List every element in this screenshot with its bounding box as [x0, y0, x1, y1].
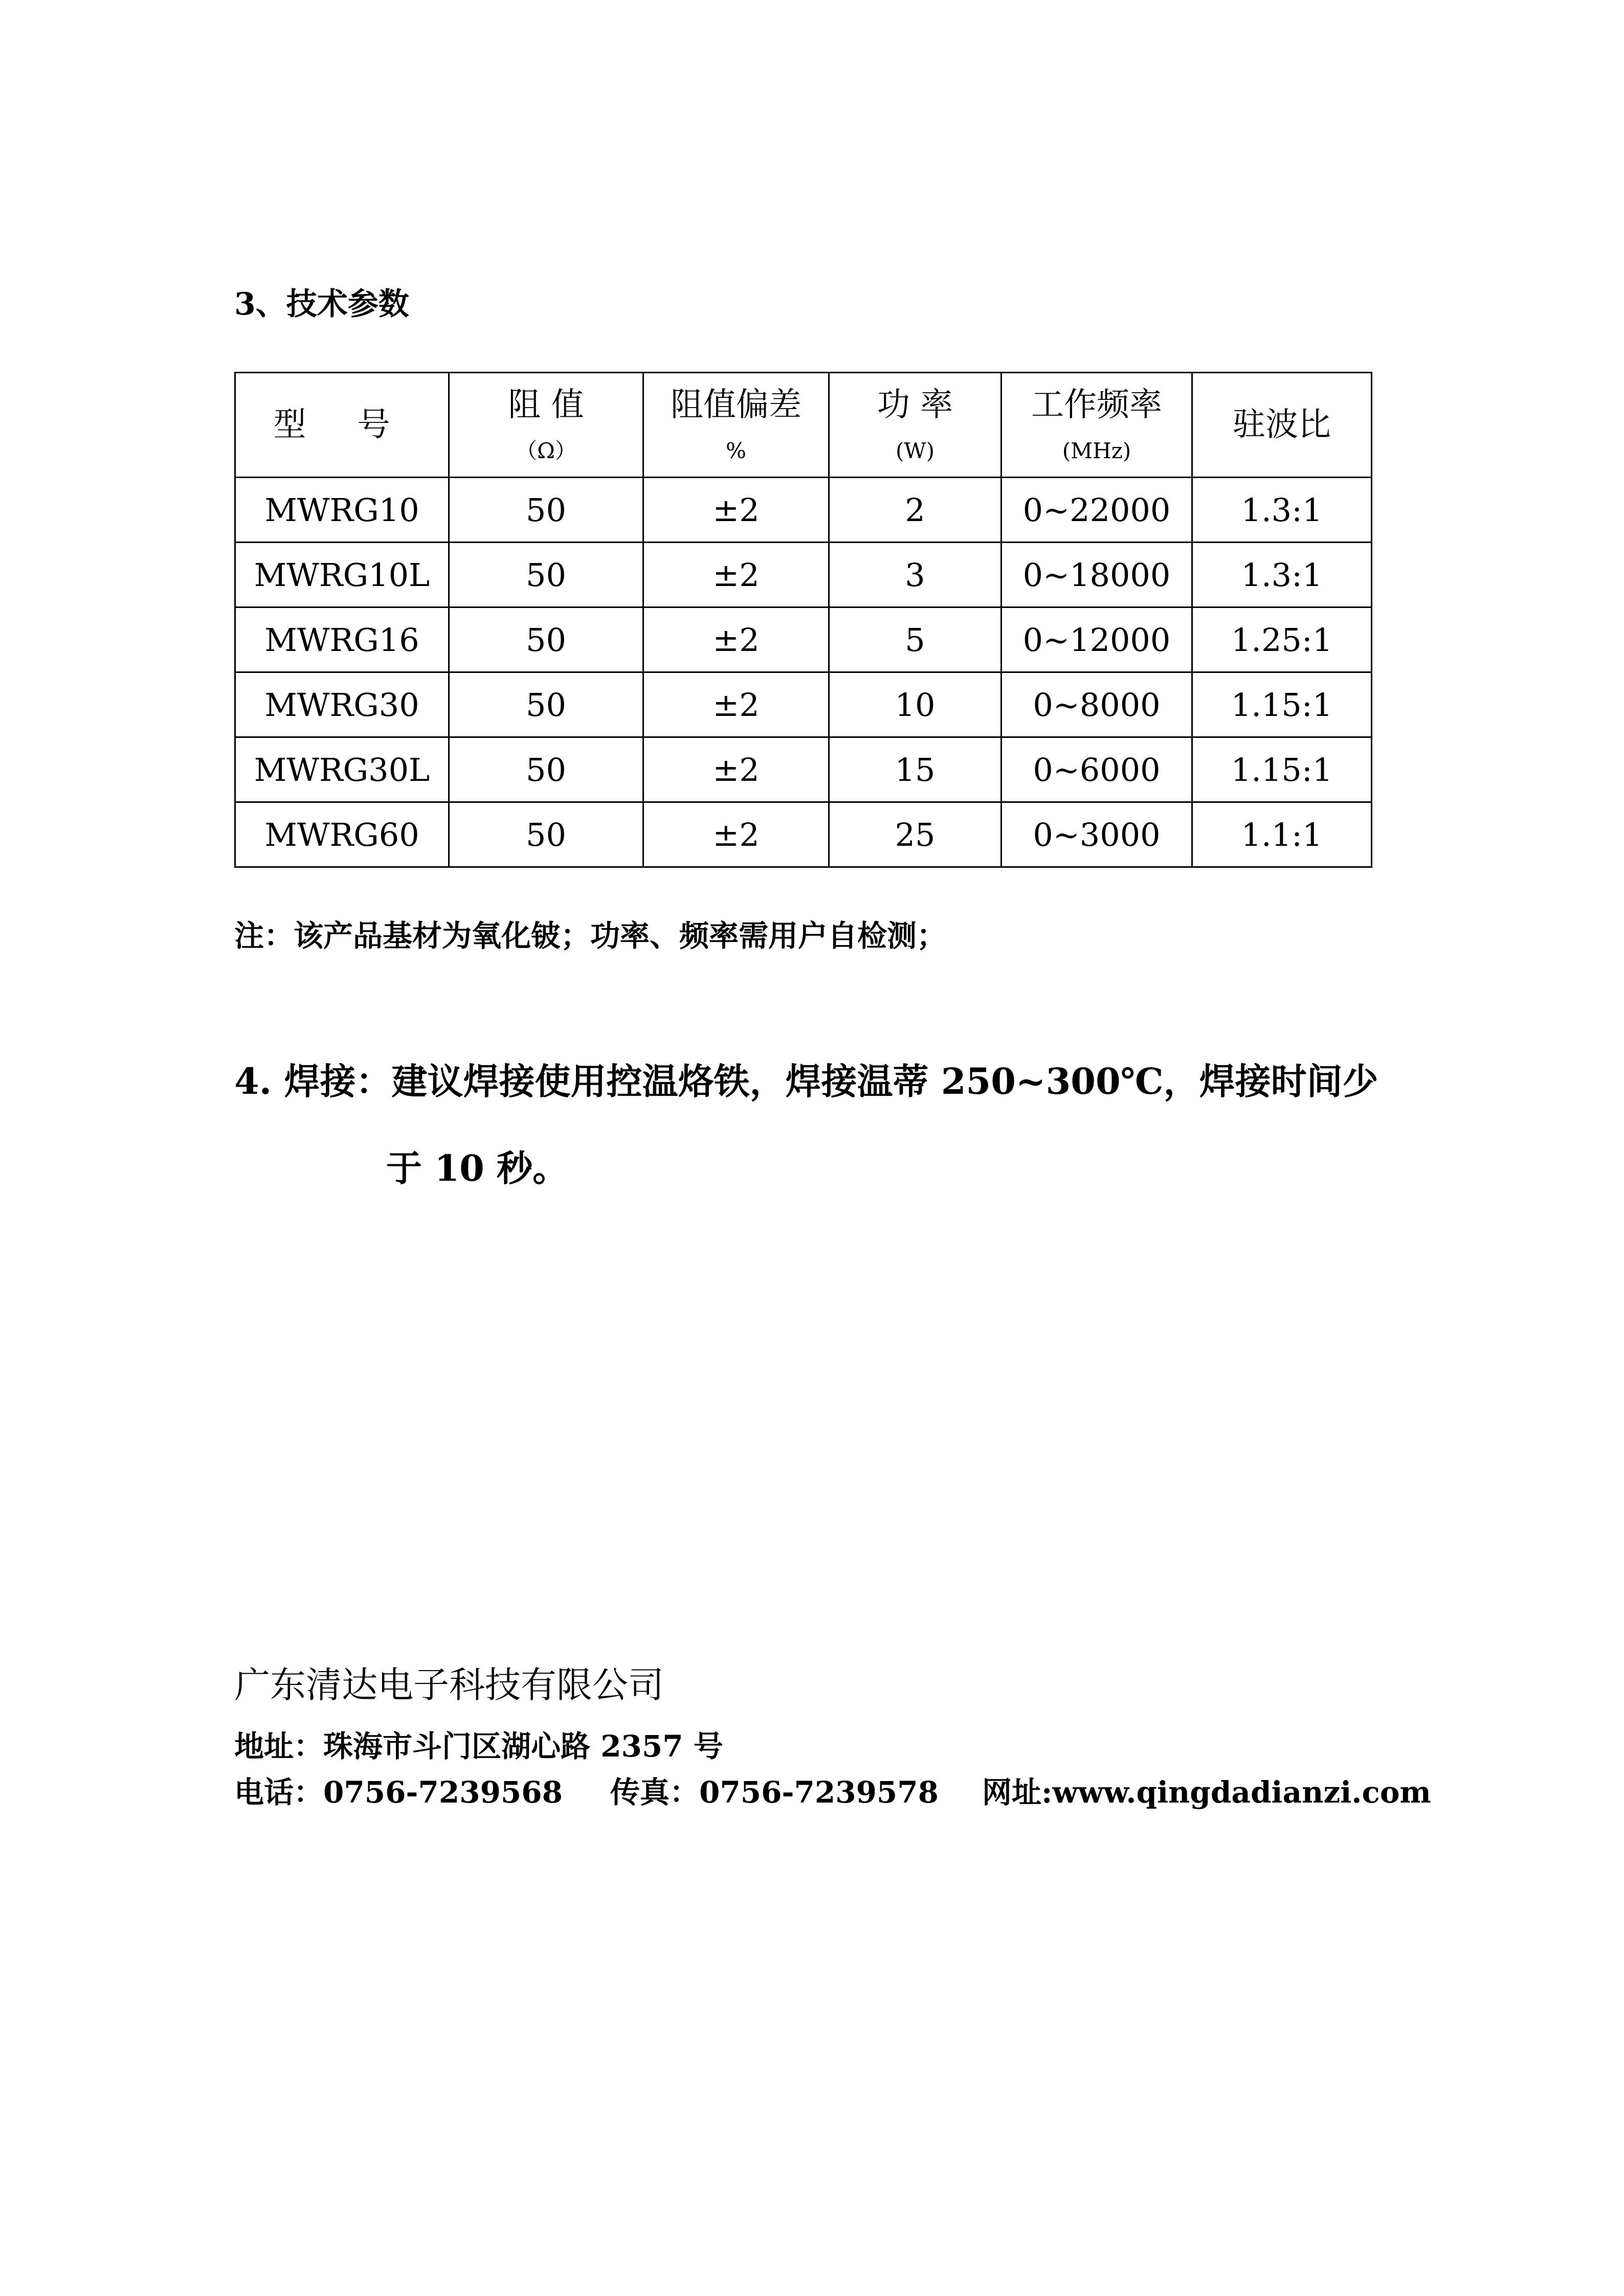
cell-vswr: 1.3:1: [1192, 478, 1372, 543]
header-resistance: 阻 值 （Ω）: [449, 373, 643, 478]
cell-frequency: 0~18000: [1002, 543, 1192, 607]
cell-tolerance: ±2: [643, 737, 829, 802]
header-vswr: 驻波比: [1192, 373, 1372, 478]
cell-power: 25: [829, 802, 1002, 867]
cell-power: 5: [829, 607, 1002, 672]
cell-model: MWRG60: [235, 802, 449, 867]
spec-table: [234, 372, 1372, 868]
fax-number: 传真：0756-7239578: [610, 1775, 939, 1810]
company-address: 地址：珠海市斗门区湖心路 2357 号: [234, 1729, 723, 1764]
cell-frequency: 0~6000: [1002, 737, 1192, 802]
cell-vswr: 1.15:1: [1192, 737, 1372, 802]
cell-frequency: 0~8000: [1002, 672, 1192, 737]
cell-resistance: 50: [449, 607, 643, 672]
cell-model: MWRG30: [235, 672, 449, 737]
cell-vswr: 1.1:1: [1192, 802, 1372, 867]
table-row: [235, 543, 1372, 607]
cell-tolerance: ±2: [643, 478, 829, 543]
cell-resistance: 50: [449, 543, 643, 607]
cell-tolerance: ±2: [643, 607, 829, 672]
welding-instruction-continued: 于 10 秒。: [386, 1147, 569, 1189]
cell-vswr: 1.25:1: [1192, 607, 1372, 672]
cell-frequency: 0~12000: [1002, 607, 1192, 672]
table-row: [235, 607, 1372, 672]
header-frequency: 工作频率 (MHz): [1002, 373, 1192, 478]
cell-vswr: 1.15:1: [1192, 672, 1372, 737]
table-row: [235, 737, 1372, 802]
table-header-row: [235, 373, 1372, 478]
cell-tolerance: ±2: [643, 802, 829, 867]
cell-power: 3: [829, 543, 1002, 607]
cell-model: MWRG10L: [235, 543, 449, 607]
phone-number: 电话：0756-7239568: [234, 1775, 563, 1810]
section-title: 3、技术参数: [234, 286, 409, 322]
cell-vswr: 1.3:1: [1192, 543, 1372, 607]
cell-frequency: 0~3000: [1002, 802, 1192, 867]
header-model: 型 号: [235, 373, 449, 478]
cell-tolerance: ±2: [643, 672, 829, 737]
cell-resistance: 50: [449, 737, 643, 802]
cell-resistance: 50: [449, 672, 643, 737]
header-power: 功 率 (W): [829, 373, 1002, 478]
cell-model: MWRG16: [235, 607, 449, 672]
header-tolerance: 阻值偏差 %: [643, 373, 829, 478]
cell-frequency: 0~22000: [1002, 478, 1192, 543]
cell-tolerance: ±2: [643, 543, 829, 607]
company-name: 广东清达电子科技有限公司: [234, 1664, 664, 1706]
material-note: 注：该产品基材为氧化铍；功率、频率需用户自检测；: [234, 918, 947, 953]
cell-power: 10: [829, 672, 1002, 737]
cell-model: MWRG10: [235, 478, 449, 543]
table-row: [235, 672, 1372, 737]
welding-instruction: 4. 焊接：建议焊接使用控温烙铁，焊接温蒂 250~300℃，焊接时间少: [234, 1060, 1378, 1102]
table-row: [235, 802, 1372, 867]
website-link[interactable]: 网址:www.qingdadianzi.com: [982, 1775, 1431, 1810]
table-row: [235, 478, 1372, 543]
cell-resistance: 50: [449, 478, 643, 543]
cell-resistance: 50: [449, 802, 643, 867]
cell-power: 2: [829, 478, 1002, 543]
cell-model: MWRG30L: [235, 737, 449, 802]
cell-power: 15: [829, 737, 1002, 802]
